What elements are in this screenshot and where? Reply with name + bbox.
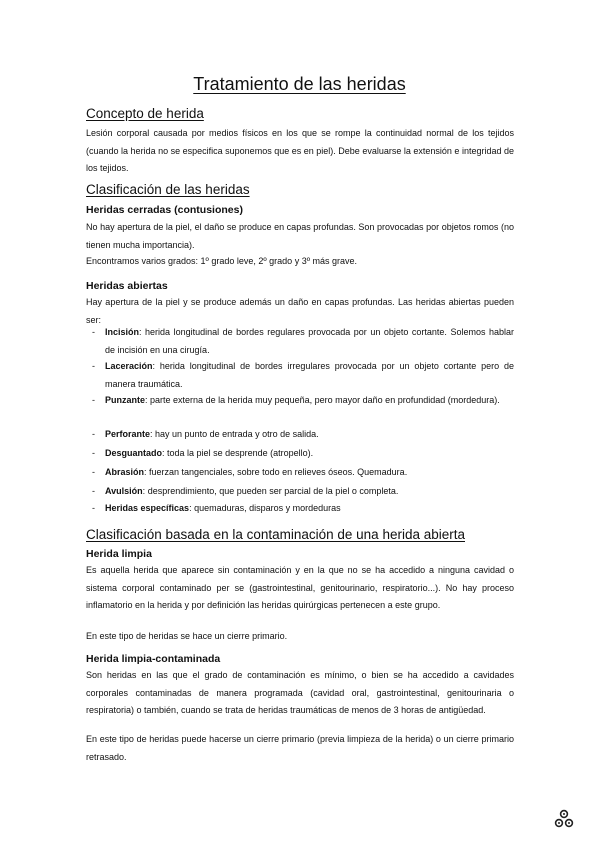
subheading-heridas-cerradas: Heridas cerradas (contusiones) xyxy=(86,204,243,216)
section-heading-concepto: Concepto de herida xyxy=(86,106,204,121)
dash-bullet: - xyxy=(92,429,95,439)
list-term: Perforante xyxy=(105,429,151,439)
dash-bullet: - xyxy=(92,327,95,337)
dash-bullet: - xyxy=(92,448,95,458)
paragraph-limpia-contaminada-2: En este tipo de heridas puede hacerse un cierre primario (previa limpieza de la herida) o un cierre primario retrasado. xyxy=(86,734,514,762)
dash-bullet: - xyxy=(92,503,95,513)
list-text: desprendimiento, que pueden ser parcial de la piel o completa. xyxy=(147,486,399,496)
list-term: Laceración xyxy=(105,361,153,371)
list-term: Heridas específicas xyxy=(105,503,190,513)
list-text: fuerzan tangenciales, sobre todo en relieves óseos. Quemadura. xyxy=(149,467,408,477)
list-term: Desguantado xyxy=(105,448,163,458)
list-term: Abrasión xyxy=(105,467,145,477)
paragraph-abiertas-1: Hay apertura de la piel y se produce además un daño en capas profundas. Las heridas abiertas pueden ser: xyxy=(86,297,514,325)
section-heading-contaminacion: Clasificación basada en la contaminación de una herida abierta xyxy=(86,527,465,542)
paragraph-limpia-1: Es aquella herida que aparece sin contaminación y en la que no se ha accedido a ninguna cavidad o sistema corporal contaminado per se (gastrointestinal, genitourinario, respiratorio...). No hay proceso inflamatorio en la herida y por definición las heridas quirúrgicas pertenecen a este grupo. xyxy=(86,565,514,610)
page-title: Tratamiento de las heridas xyxy=(193,74,406,94)
list-text: quemaduras, disparos y mordeduras xyxy=(194,503,341,513)
list-text: hay un punto de entrada y otro de salida. xyxy=(155,429,319,439)
paragraph-cerradas-1: No hay apertura de la piel, el daño se produce en capas profundas. Son provocadas por objetos romos (no tienen mucha importancia). xyxy=(86,222,514,250)
document-page: Tratamiento de las heridas Concepto de herida Lesión corporal causada por medios físicos en los que se rompe la continuidad normal de los tejidos (cuando la herida no se especifica suponemos que es en piel). Debe evaluarse la extensión e integridad de los tejidos. Clasificación de las heridas Heridas cerradas (contusiones) No hay apertura de la piel, el daño se produce en capas profundas. Son provocadas por objetos romos (no tienen mucha importancia). Encontramos varios grados: 1º grado leve, 2º grado y 3º más grave. Heridas abiertas Hay apertura de la piel y se produce además un daño en capas profundas. Las heridas abiertas pueden ser: - Incisión: herida longitudinal de bordes regulares provocada por un objeto cortante. Solemos hablar de incisión en una cirugía. - Laceración: herida longitudinal de bordes irregulares provocada por un objeto cortante pero de manera traumática. - Punzante: parte externa de la herida muy pequeña, pero mayor daño en profundidad (mordedura). - Perforante: hay un punto de entrada y otro de salida. - Desguantado: toda la piel se desprende (atropello). - Abrasión: fuerzan tangenciales, sobre todo en relieves óseos. Quemadura. - Avulsión: desprendimiento, que pueden ser parcial de la piel o completa. - Heridas específicas: quemaduras, disparos y mordeduras Clasificación basada en la contaminación de una herida abierta Herida limpia Es aquella herida que aparece sin contaminación y en la que no se ha accedido a ninguna cavidad o sistema corporal contaminado per se (gastrointestinal, genitourinario, respiratorio...). No hay proceso inflamatorio en la herida y por definición las heridas quirúrgicas pertenecen a este grupo. En este tipo de heridas se hace un cierre primario. Herida limpia-contaminada Son heridas en las que el grado de contaminación es mínimo, o bien se ha accedido a cavidades corporales contaminadas de manera programada (cavidad oral, gastrointestinal, genitourinaria o respiratoria) o también, cuando se trata de heridas traumáticas de menos de 3 horas de antigüedad. En este tipo de heridas puede hacerse un cierre primario (previa limpieza de la herida) o un cierre primario retrasado. xyxy=(0,0,599,848)
list-term: Incisión xyxy=(105,327,140,337)
dash-bullet: - xyxy=(92,486,95,496)
subheading-herida-limpia-contaminada: Herida limpia-contaminada xyxy=(86,653,221,665)
paragraph-cerradas-2: Encontramos varios grados: 1º grado leve, 2º grado y 3º más grave. xyxy=(86,256,357,266)
dash-bullet: - xyxy=(92,395,95,405)
list-text: parte externa de la herida muy pequeña, pero mayor daño en profundidad (mordedura). xyxy=(150,395,500,405)
list-text: herida longitudinal de bordes regulares provocada por un objeto cortante. Solemos hablar de incisión en una cirugía. xyxy=(105,327,514,355)
list-term: Punzante xyxy=(105,395,146,405)
list-text: herida longitudinal de bordes irregulares provocada por un objeto cortante pero de manera traumática. xyxy=(105,361,514,389)
triskelion-logo-icon xyxy=(553,808,575,830)
list-term: Avulsión xyxy=(105,486,143,496)
paragraph-limpia-contaminada-1: Son heridas en las que el grado de contaminación es mínimo, o bien se ha accedido a cavidades corporales contaminadas de manera programada (cavidad oral, gastrointestinal, genitourinaria o respiratoria) o también, cuando se trata de heridas traumáticas de menos de 3 horas de antigüedad. xyxy=(86,670,514,715)
subheading-herida-limpia: Herida limpia xyxy=(86,548,152,560)
list-text: toda la piel se desprende (atropello). xyxy=(167,448,314,458)
subheading-heridas-abiertas: Heridas abiertas xyxy=(86,280,168,292)
section-heading-clasificacion: Clasificación de las heridas xyxy=(86,182,250,197)
dash-bullet: - xyxy=(92,361,95,371)
paragraph-concepto: Lesión corporal causada por medios físicos en los que se rompe la continuidad normal de los tejidos (cuando la herida no se especifica suponemos que es en piel). Debe evaluarse la extensión e integridad de los tejidos. xyxy=(86,128,514,173)
paragraph-limpia-2: En este tipo de heridas se hace un cierre primario. xyxy=(86,631,288,641)
dash-bullet: - xyxy=(92,467,95,477)
